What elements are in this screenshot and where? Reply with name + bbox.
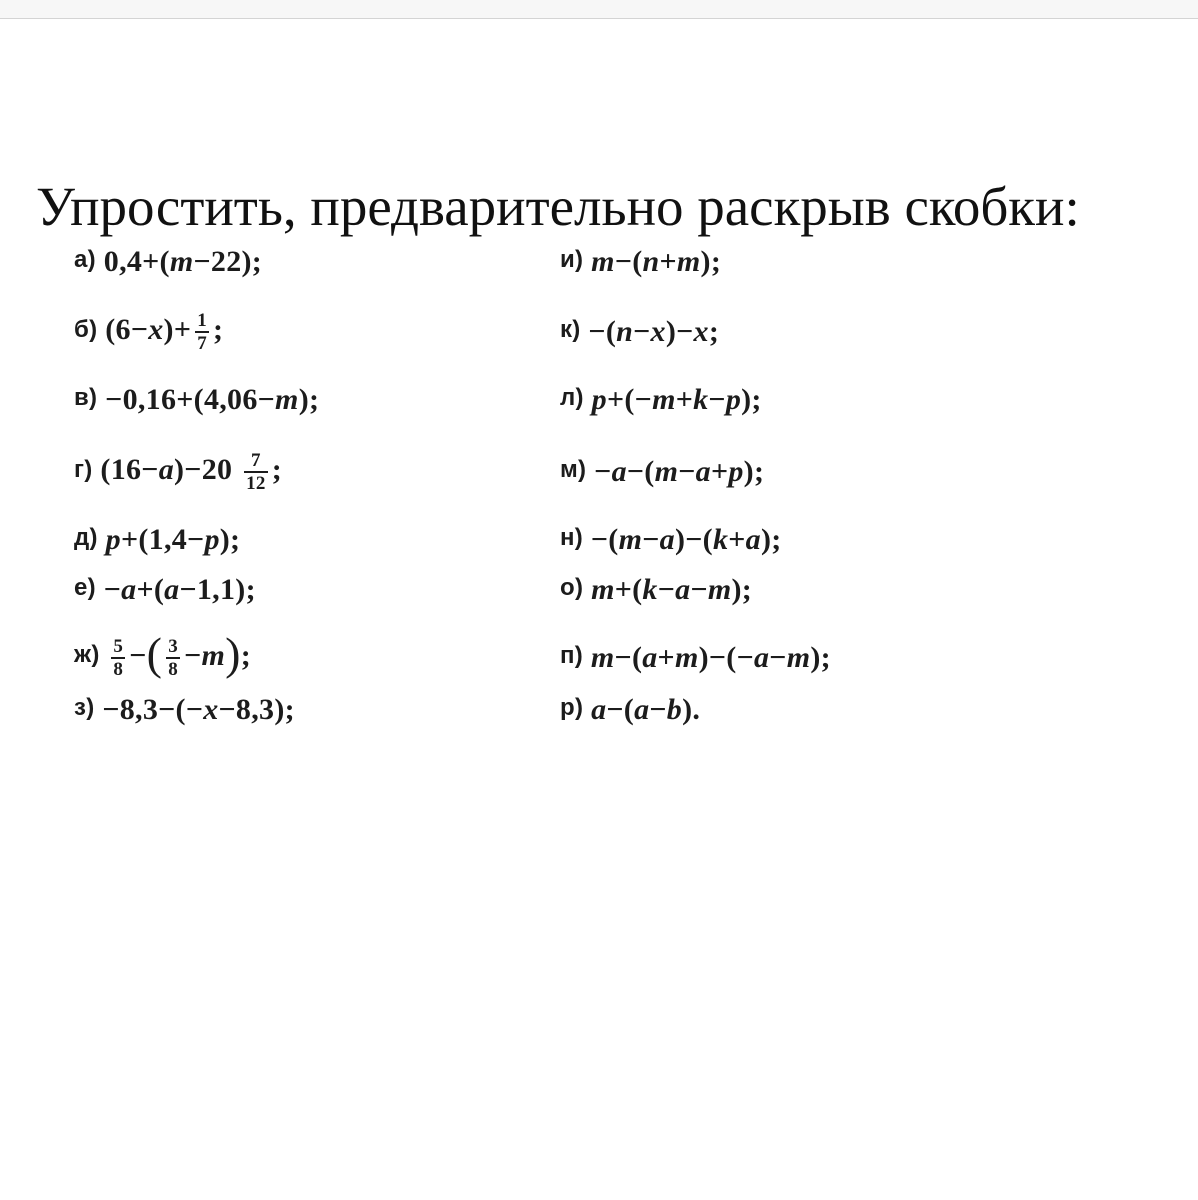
expr-text: ; <box>708 315 720 349</box>
expr-text: − <box>690 573 708 607</box>
problem-label: м) <box>560 456 587 483</box>
expr-variable: m <box>591 573 615 607</box>
expr-text: − <box>633 315 651 349</box>
fraction <box>166 636 180 680</box>
problem-p <box>560 636 831 678</box>
expr-text: +(1,4− <box>120 523 205 557</box>
problem-label: и) <box>560 246 584 273</box>
expr-text: ); <box>700 245 722 279</box>
expr-text: )−( <box>674 523 713 557</box>
problem-label: б) <box>74 316 98 343</box>
expr-variable: m <box>591 245 615 279</box>
fraction <box>195 310 209 354</box>
fraction-numerator: 1 <box>197 310 208 332</box>
problem-expression <box>104 242 262 282</box>
expr-text: −( <box>588 315 617 349</box>
problem-label: е) <box>74 574 96 601</box>
problem-expression <box>107 628 252 681</box>
problem-expression <box>592 380 762 420</box>
expr-text: ); <box>731 573 753 607</box>
problem-b <box>74 310 223 354</box>
expr-variable: a <box>659 523 675 557</box>
expr-variable: k <box>693 383 709 417</box>
expr-text: − <box>594 455 612 489</box>
problem-expression <box>106 520 241 560</box>
expr-text: (6− <box>105 313 149 347</box>
problem-label: п) <box>560 642 584 669</box>
expr-text: −( <box>614 245 643 279</box>
expr-text: + <box>659 245 677 279</box>
expr-variable: x <box>693 315 709 349</box>
expr-variable: m <box>618 523 643 557</box>
expr-text: ; <box>213 313 224 347</box>
problem-expression <box>591 242 721 282</box>
expr-text: −1,1); <box>179 573 256 607</box>
expr-variable: a <box>164 573 180 607</box>
fraction <box>244 450 268 494</box>
problem-k <box>560 310 719 352</box>
expr-variable: a <box>121 573 137 607</box>
problem-label: а) <box>74 246 96 273</box>
problem-r <box>560 688 700 730</box>
expr-text: (16− <box>100 453 159 487</box>
expr-text: )− <box>665 315 694 349</box>
expr-text: −( <box>626 455 655 489</box>
problem-o <box>560 568 752 610</box>
expr-text: ; <box>240 639 252 672</box>
problem-label: н) <box>560 524 584 551</box>
expr-text: ); <box>298 383 320 417</box>
problem-z <box>74 688 295 730</box>
expr-text: −22); <box>193 245 263 279</box>
problem-label: з) <box>74 694 95 721</box>
problem-expression <box>102 690 295 730</box>
expr-variable: p <box>204 523 220 557</box>
problem-expression <box>105 310 223 354</box>
expr-text: − <box>708 383 726 417</box>
problem-expression <box>100 450 282 494</box>
expr-text: ); <box>810 641 831 675</box>
problem-label: г) <box>74 456 93 483</box>
fraction-numerator: 7 <box>244 450 268 473</box>
problem-i <box>560 240 721 282</box>
expr-variable: a <box>753 641 770 675</box>
expr-text: −( <box>590 523 619 557</box>
expr-text: − <box>649 693 667 727</box>
expr-text: + <box>728 523 746 557</box>
problem-e <box>74 568 256 610</box>
problem-n <box>560 518 782 560</box>
expr-text: − <box>129 639 147 672</box>
expr-variable: k <box>712 523 729 557</box>
expr-text: −8,3); <box>218 693 295 727</box>
expr-text: − <box>769 641 787 675</box>
right-paren: ) <box>225 628 241 679</box>
expr-text: −0,16+(4,06− <box>105 383 276 417</box>
expr-variable: p <box>591 383 607 417</box>
expr-variable: a <box>591 693 607 727</box>
problem-expression <box>588 312 719 352</box>
problem-v <box>74 378 319 420</box>
expr-text: ); <box>760 523 782 557</box>
problem-label: в) <box>74 384 98 411</box>
expr-variable: a <box>158 453 175 487</box>
expr-variable: m <box>786 641 811 675</box>
expr-text: + <box>675 383 694 417</box>
expr-variable: a <box>611 455 627 489</box>
expr-variable: p <box>728 455 744 489</box>
problem-label: к) <box>560 316 581 343</box>
expr-variable: m <box>676 245 701 279</box>
problem-expression <box>591 638 831 678</box>
fraction-denominator: 8 <box>168 659 179 681</box>
expr-variable: p <box>725 383 742 417</box>
expr-text: + <box>710 455 729 489</box>
expr-text: ); <box>741 383 762 417</box>
fraction-denominator: 7 <box>197 333 208 355</box>
expr-text: −( <box>606 693 635 727</box>
expr-text: ). <box>682 693 701 727</box>
problem-expression <box>591 570 752 610</box>
expr-variable: a <box>642 641 658 675</box>
expr-variable: x <box>650 315 666 349</box>
left-paren: ( <box>146 628 163 679</box>
problem-expression <box>104 570 256 610</box>
expr-text: 0,4+( <box>103 245 170 279</box>
problem-expression <box>591 690 700 730</box>
problem-label: р) <box>560 694 584 721</box>
fraction-denominator: 8 <box>113 659 124 681</box>
problem-expression <box>591 520 782 560</box>
problem-a <box>74 240 262 282</box>
expr-text: +(− <box>606 383 653 417</box>
fraction-denominator: 12 <box>246 473 266 495</box>
expr-text: + <box>657 641 675 675</box>
problem-expression <box>594 452 764 492</box>
fraction-numerator: 5 <box>113 636 124 658</box>
expr-text: − <box>657 573 676 607</box>
expr-variable: m <box>652 383 676 417</box>
page-title: Упростить, предварительно раскрыв скобки: <box>36 176 1080 237</box>
problem-zh <box>74 628 252 681</box>
expr-variable: n <box>616 315 634 349</box>
expr-text: )−(− <box>698 641 754 675</box>
expr-variable: n <box>642 245 660 279</box>
problem-label: д) <box>74 524 98 551</box>
expr-text: − <box>642 523 660 557</box>
expr-variable: m <box>674 641 699 675</box>
expr-variable: k <box>642 573 658 607</box>
expr-variable: a <box>675 573 691 607</box>
fraction <box>111 636 125 680</box>
expr-text: − <box>103 573 122 607</box>
top-bar <box>0 0 1198 19</box>
problem-label: ж) <box>74 640 100 668</box>
expr-text: −8,3−(− <box>102 693 204 727</box>
expr-variable: x <box>148 313 164 347</box>
expr-variable: a <box>745 523 761 557</box>
expr-text: ); <box>743 455 765 489</box>
problem-label: о) <box>560 574 584 601</box>
expr-variable: m <box>590 641 615 675</box>
problem-expression <box>105 380 319 420</box>
expr-text: ; <box>271 453 283 487</box>
expr-variable: x <box>203 693 219 727</box>
expr-variable: m <box>201 639 226 672</box>
problem-l <box>560 378 762 420</box>
expr-text: )−20 <box>174 453 241 487</box>
expr-variable: m <box>169 245 194 279</box>
expr-text: )+ <box>163 313 192 347</box>
problem-m <box>560 450 764 492</box>
problem-d <box>74 518 240 560</box>
expr-variable: b <box>666 693 683 727</box>
expr-variable: m <box>275 383 299 417</box>
expr-text: − <box>184 639 202 672</box>
expr-text: ); <box>219 523 241 557</box>
expr-variable: m <box>707 573 732 607</box>
expr-variable: a <box>695 455 711 489</box>
expr-text: +( <box>614 573 643 607</box>
expr-variable: m <box>654 455 679 489</box>
problem-g <box>74 450 282 494</box>
expr-text: +( <box>136 573 165 607</box>
fraction-numerator: 3 <box>168 636 179 658</box>
expr-variable: a <box>634 693 650 727</box>
expr-text: −( <box>614 641 643 675</box>
problem-label: л) <box>560 384 584 411</box>
expr-text: − <box>678 455 696 489</box>
expr-variable: p <box>105 523 121 557</box>
